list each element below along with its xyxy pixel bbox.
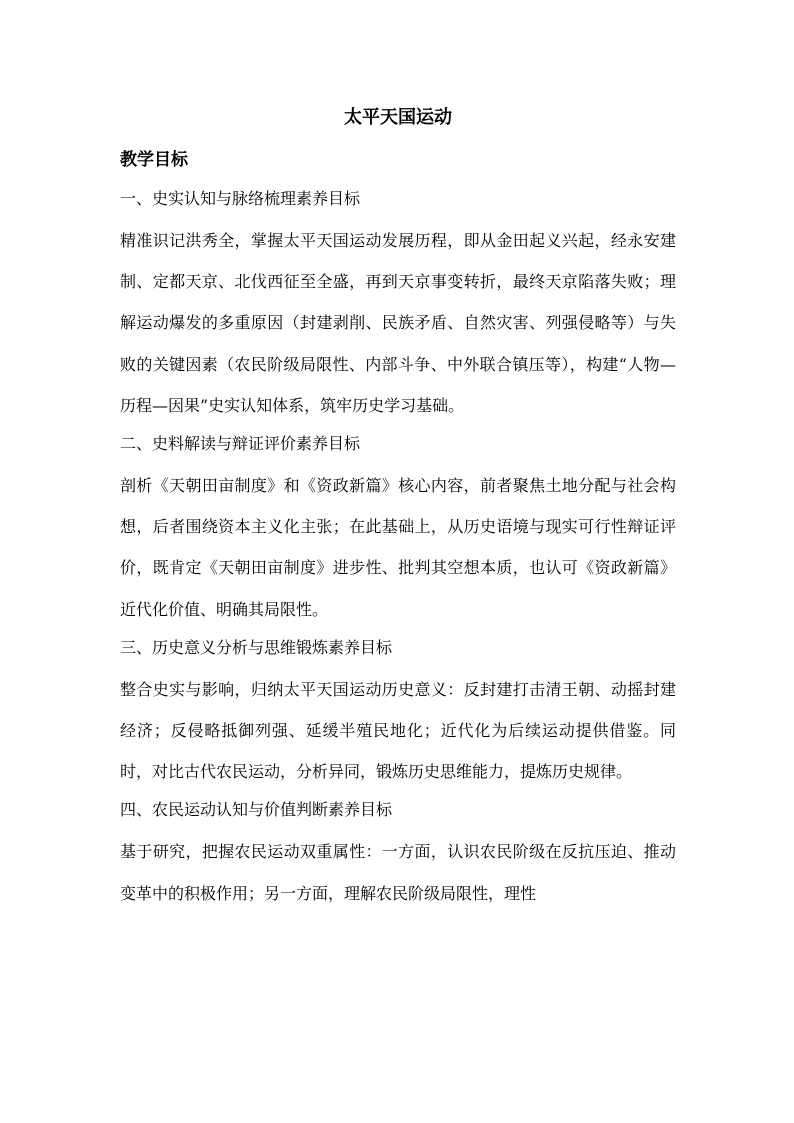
section-paragraph: 精准识记洪秀全，掌握太平天国运动发展历程，即从金田起义兴起，经永安建制、定都天京、北伐西征至全盛，再到天京事变转折，最终天京陷落失败；理解运动爆发的多重原因（封建剥削、民族矛盾、自然灾害、列强侵略等）与失败的关键因素（农民阶级局限性、内部斗争、中外联合镇压等），构建“人物—历程—因果”史实认知体系，筑牢历史学习基础。 [120, 231, 676, 415]
objective-section-1 [120, 181, 676, 426]
objective-section-3 [120, 630, 676, 793]
section-paragraph: 整合史实与影响，归纳太平天国运动历史意义：反封建打击清王朝、动摇封建经济；反侵略抵御列强、延缓半殖民地化；近代化为后续运动提供借鉴。同时，对比古代农民运动，分析异同，锻炼历史思维能力，提炼历史规律。 [120, 679, 676, 782]
section-paragraph: 剖析《天朝田亩制度》和《资政新篇》核心内容，前者聚焦土地分配与社会构想，后者围绕资本主义化主张；在此基础上，从历史语境与现实可行性辩证评价，既肯定《天朝田亩制度》进步性、批判其空想本质，也认可《资政新篇》近代化价值、明确其局限性。 [120, 476, 676, 619]
section-heading: 二、史料解读与辩证评价素养目标 [120, 434, 361, 454]
teaching-objectives-heading: 教学目标 [120, 150, 188, 170]
document-title: 太平天国运动 [344, 107, 452, 128]
objective-section-2 [120, 426, 676, 630]
section-paragraph: 基于研究，把握农民运动双重属性：一方面，认识农民阶级在反抗压迫、推动变革中的积极作用；另一方面，理解农民阶级局限性，理性 [120, 842, 676, 903]
section-heading: 四、农民运动认知与价值判断素养目标 [120, 800, 393, 820]
objective-section-4 [120, 792, 676, 913]
section-heading: 三、历史意义分析与思维锻炼素养目标 [120, 637, 393, 657]
document-page [120, 100, 676, 914]
section-heading: 一、史实认知与脉络梳理素养目标 [120, 189, 361, 208]
